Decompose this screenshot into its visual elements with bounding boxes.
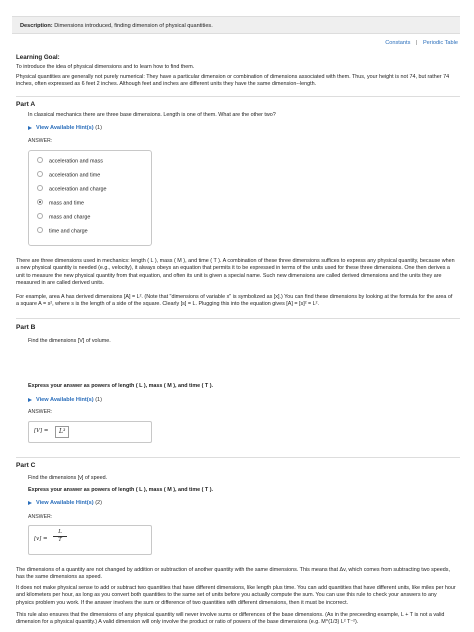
choice-label: mass and charge <box>49 214 91 221</box>
answer-input[interactable]: L³ <box>55 426 69 438</box>
fraction-numerator: L <box>53 529 67 537</box>
part-b-hint-link[interactable] <box>28 397 102 405</box>
links-separator: | <box>415 40 418 46</box>
choice-label: acceleration and charge <box>49 186 107 193</box>
choice-item[interactable] <box>37 158 103 166</box>
radio-icon[interactable] <box>37 213 43 219</box>
part-b-answer-label: ANSWER: <box>28 409 53 415</box>
part-b-answer-box <box>28 421 152 443</box>
radio-icon[interactable] <box>37 185 43 191</box>
choice-item[interactable] <box>37 186 107 194</box>
part-c-hint-link[interactable] <box>28 500 102 508</box>
divider <box>16 96 460 97</box>
part-c-answer-label: ANSWER: <box>28 514 53 520</box>
constants-link[interactable]: Constants <box>385 40 411 46</box>
radio-selected-icon[interactable] <box>37 199 43 205</box>
footer-para-2: It does not make physical sense to add or subtract two quantities that have different dimensions, like length plus time. You can add quantities that have different units, like miles per hour and kilometers per hour, as long as you convert both quantities to the same set of units before you actually compute the sum. You can use this rule to check your answers to any physics problem you work. If the answer involves the sum or difference of two quantities with different dimensions, then it must be incorrect. <box>16 585 456 606</box>
radio-icon[interactable] <box>37 227 43 233</box>
periodic-table-link[interactable]: Periodic Table <box>422 40 458 46</box>
part-b-express: Express your answer as powers of length ( L ), mass ( M ), and time ( T ). <box>28 383 214 389</box>
choice-item[interactable] <box>37 228 88 236</box>
choice-item[interactable] <box>37 200 84 208</box>
choice-label: mass and time <box>49 200 85 207</box>
top-links <box>385 40 458 48</box>
hint-label: View Available Hint(s) <box>36 397 94 403</box>
learning-goal-heading: Learning Goal: <box>16 54 60 61</box>
fraction-denominator: T <box>58 537 62 544</box>
explanation-para-2: For example, area A has derived dimensions [A] = L². (Note that "dimensions of variable x" is symbolized as [x].) You can find these dimensions by looking at the formula for the area of a square A = s², where s is the length of a side of the square. Clearly [s] = L. Plugging this into the equation gives [A] = [s]² = L². <box>16 294 453 308</box>
hint-count: (1) <box>95 125 103 131</box>
choice-item[interactable] <box>37 214 90 222</box>
radio-icon[interactable] <box>37 157 43 163</box>
part-a-title: Part A <box>16 101 36 108</box>
part-c-title: Part C <box>16 462 36 469</box>
answer-lhs: [V] = <box>34 428 49 434</box>
description-label: Description: <box>20 23 53 29</box>
hint-label: View Available Hint(s) <box>36 500 94 506</box>
footer-para-3: This rule also ensures that the dimensions of any physical quantity will never involve sums or differences of the base dimensions. (As in the preceeding example, L + T is not a valid dimension for a physical quantity.) A valid dimension will only involve the product or ratio of powers of the base dimensions (e.g. M^(1/3) L² T⁻²). <box>16 612 445 626</box>
part-c-express: Express your answer as powers of length ( L ), mass ( M ), and time ( T ). <box>28 487 214 493</box>
explanation-para-1: There are three dimensions used in mechanics: length ( L ), mass ( M ), and time ( T ). A combination of these three dimensions suffices to express any physical quantity, because when a new physical quantity is needed (e.g., velocity), it always obeys an equation that permits it to be expressed in terms of the units used for these three dimensions. One then derives a unit to measure the new physical quantity from that equation, and often its unit is given a special name. Such new dimensions are called derived dimensions and the units they are measured in are called derived units. <box>16 258 455 286</box>
part-a-hint-link[interactable] <box>28 125 102 133</box>
part-c-answer-box <box>28 525 152 555</box>
answer-fraction[interactable] <box>53 529 67 545</box>
footer-para-1: The dimensions of a quantity are not changed by addition or subtraction of another quantity with the same dimensions. This means that Δv, which comes from subtracting two speeds, has the same dimensions as speed. <box>16 567 450 581</box>
choice-label: time and charge <box>49 228 88 235</box>
part-c-question: Find the dimensions [v] of speed. <box>28 475 108 481</box>
hint-count: (2) <box>95 500 103 506</box>
description-text: Dimensions introduced, finding dimension of physical quantities. <box>54 23 213 29</box>
choice-label: acceleration and time <box>49 172 101 179</box>
radio-icon[interactable] <box>37 171 43 177</box>
learning-goal-text: To introduce the idea of physical dimensions and to learn how to find them. <box>16 64 195 70</box>
divider <box>16 457 460 458</box>
part-b-title: Part B <box>16 324 36 331</box>
answer-lhs: [v] = <box>34 536 48 542</box>
expand-triangle-icon <box>28 126 32 130</box>
description-bar <box>12 16 460 34</box>
hint-label: View Available Hint(s) <box>36 125 94 131</box>
learning-goal-para: Physical quantities are generally not purely numerical: They have a particular dimension or combination of dimensions associated with them. Thus, your height is not 74, but rather 74 inches, often expressed as 6 feet 2 inches. Although feet and inches are different units they have the same dimension--length. <box>16 74 450 88</box>
part-a-choices <box>28 150 152 246</box>
part-b-question: Find the dimensions [V] of volume. <box>28 338 111 344</box>
hint-count: (1) <box>95 397 103 403</box>
expand-triangle-icon <box>28 501 32 505</box>
expand-triangle-icon <box>28 398 32 402</box>
divider <box>16 318 460 319</box>
part-a-question: In classical mechanics there are three base dimensions. Length is one of them. What are the other two? <box>28 112 276 118</box>
choice-label: acceleration and mass <box>49 158 103 165</box>
choice-item[interactable] <box>37 172 100 180</box>
part-a-answer-label: ANSWER: <box>28 138 53 144</box>
